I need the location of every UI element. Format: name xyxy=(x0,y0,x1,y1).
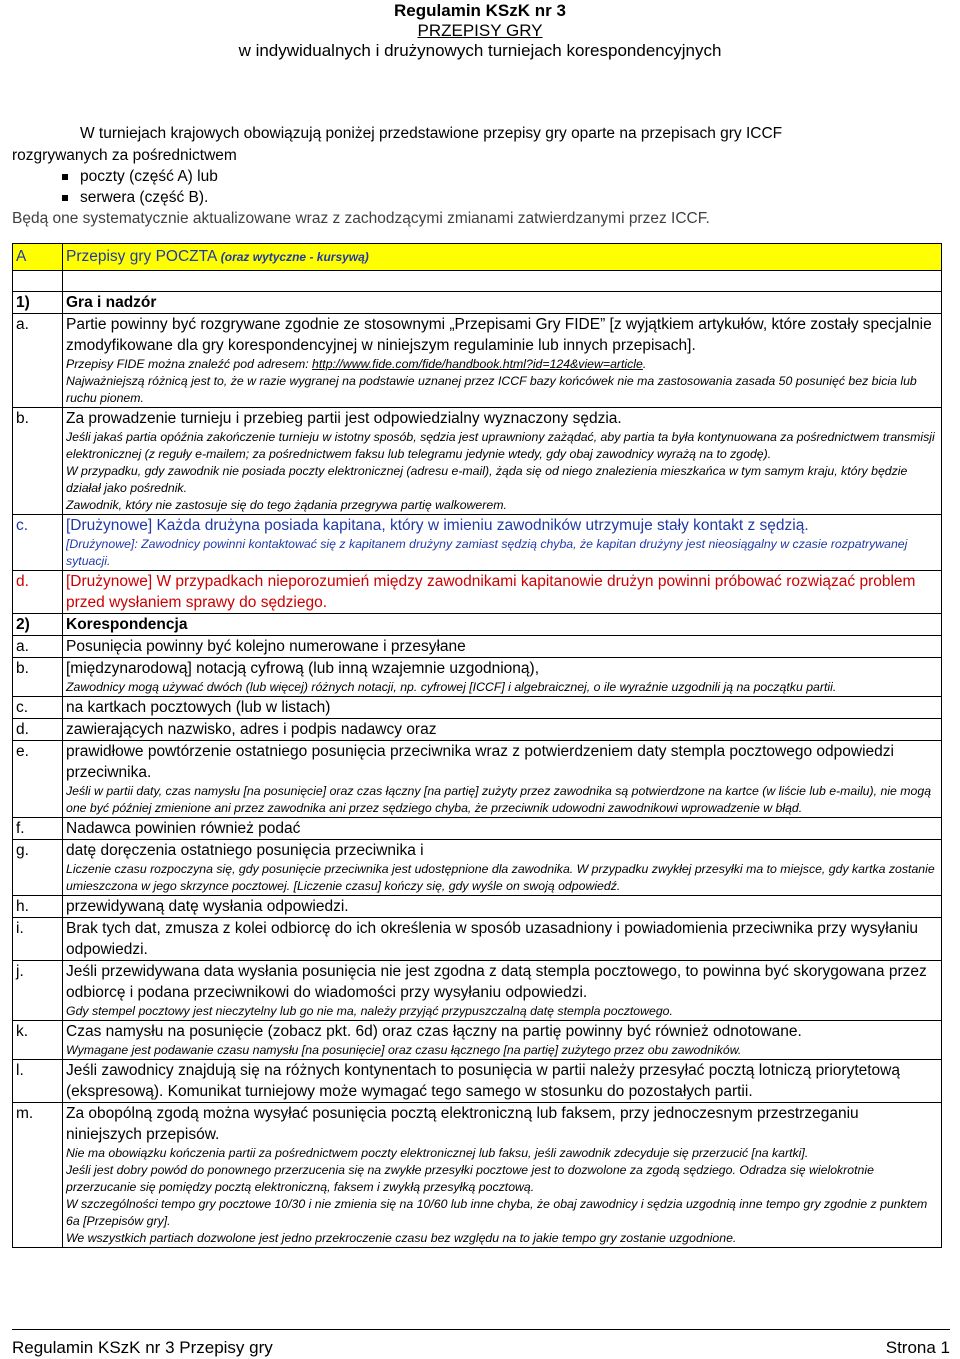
s1-c-note: [Drużynowe]: Zawodnicy powinni kontaktować się z kapitanem drużyny zamiast sędzią chyba, że kapitan drużyny jest nieosiągalny w czasie rozpatrywanej sytuacji. xyxy=(66,537,908,568)
s2-c xyxy=(13,697,942,719)
s2-title: Korespondencja xyxy=(63,614,942,636)
s2-c-text: na kartkach pocztowych (lub w listach) xyxy=(63,697,942,719)
s2-b-content xyxy=(63,658,942,697)
s1-b-note2: W przypadku, gdy zawodnik nie posiada poczty elektronicznej (adresu e-mail), żąda się od niego znalezienia mieszkańca w tym samym kraju, który będzie działał jako pośrednik. xyxy=(66,464,908,495)
s2-m-note4: We wszystkich partiach dozwolone jest jedno przekroczenie czasu bez względu na to jakie tempo gry zostanie uzgodnione. xyxy=(66,1231,737,1245)
intro-line-1: W turniejach krajowych obowiązują poniżej przedstawione przepisy gry oparte na przepisach gry ICCF xyxy=(80,125,783,142)
s2-a-text: Posunięcia powinny być kolejno numerowane i przesyłane xyxy=(63,636,942,658)
s2-i xyxy=(13,918,942,961)
bullet-icon xyxy=(62,195,68,201)
title-line-3: w indywidualnych i drużynowych turniejach korespondencyjnych xyxy=(238,41,722,60)
s2-e-text: prawidłowe powtórzenie ostatniego posunięcia przeciwnika wraz z potwierdzeniem daty stempla pocztowego odpowiedzi przeciwnika. xyxy=(66,743,894,781)
s2-number: 2) xyxy=(13,614,63,636)
footer-left: Regulamin KSzK nr 3 Przepisy gry xyxy=(12,1338,273,1357)
s2-i-label: i. xyxy=(13,918,63,961)
s2-b-note: Zawodnicy mogą używać dwóch (lub więcej) różnych notacji, np. cyfrowej [ICCF] i algebraicznej, o ile wyraźnie uzgodnili ją na początku partii. xyxy=(66,680,837,694)
s2-heading xyxy=(13,614,942,636)
s2-d-text: zawierających nazwisko, adres i podpis nadawcy oraz xyxy=(63,719,942,741)
s2-e xyxy=(13,741,942,818)
s2-h-text: przewidywaną datę wysłania odpowiedzi. xyxy=(63,896,942,918)
s2-j-text: Jeśli przewidywana data wysłania posunięcia nie jest zgodna z datą stempla pocztowego, to powinna być skorygowana przez odbiorcę i podana przeciwnikowi do wiadomości przy wysyłaniu odpowiedzi. xyxy=(66,963,927,1001)
s2-j xyxy=(13,961,942,1021)
s2-k-content xyxy=(63,1021,942,1060)
s2-j-label: j. xyxy=(13,961,63,1021)
s2-l xyxy=(13,1060,942,1103)
s2-h xyxy=(13,896,942,918)
s2-h-label: h. xyxy=(13,896,63,918)
section-subtitle: (oraz wytyczne - kursywą) xyxy=(220,250,369,264)
note-text: Przepisy FIDE można znaleźć pod adresem: xyxy=(66,357,313,371)
s2-k-label: k. xyxy=(13,1021,63,1060)
s1-c-content xyxy=(63,515,942,571)
bullet-text: poczty (część A) lub xyxy=(80,168,218,185)
s2-a-label: a. xyxy=(13,636,63,658)
s2-m-note3: W szczególności tempo gry pocztowe 10/30 i nie zmienia się na 10/60 lub inne chyba, że obaj zawodnicy i sędzia uzgodnią inne tempo gry zgodnie z punktem 6a [Przepisów gry]. xyxy=(66,1197,928,1228)
s2-m-content xyxy=(63,1103,942,1248)
s2-k-text: Czas namysłu na posunięcie (zobacz pkt. 6d) oraz czas łączny na partię powinny być również odnotowane. xyxy=(66,1023,802,1040)
section-title-text: Przepisy gry POCZTA xyxy=(66,248,217,265)
note-end: . xyxy=(642,357,647,371)
title-line-1: Regulamin KSzK nr 3 xyxy=(394,1,566,20)
s1-a-note1 xyxy=(66,356,938,373)
section-label: A xyxy=(13,244,63,271)
s2-d xyxy=(13,719,942,741)
s2-c-label: c. xyxy=(13,697,63,719)
s2-l-label: l. xyxy=(13,1060,63,1103)
s1-a-note2: Najważniejszą różnicą jest to, że w razie wygranej na podstawie uznanej przez ICCF bazy końcówek nie ma zastosowania zasada 50 posunięć bez bicia lub ruchu pionem. xyxy=(66,374,917,405)
s1-d xyxy=(13,571,942,614)
s2-b-text: [międzynarodową] notacją cyfrową (lub inną wzajemnie uzgodnioną), xyxy=(66,660,540,677)
s1-b-note1: Jeśli jakaś partia opóźnia zakończenie turnieju w istotny sposób, sędzia jest uprawniony zażądać, aby partia ta była kontynuowana za pośrednictwem transmisji elektronicznej (z reguły e-mailem; za pośrednictwem faksu lub telegramu jedynie wtedy, gdy obaj zawodnicy wyrażą na to zgodę). xyxy=(66,430,935,461)
section-a-header xyxy=(13,244,942,271)
s1-b-content xyxy=(63,408,942,515)
s2-m-note2: Jeśli jest dobry powód do ponownego przerzucenia się na zwykłe przesyłki pocztowe jest to dozwolone za zgodą sędziego. Odradza się wielokrotnie przerzucanie się pomiędzy pocztą elektroniczną, faksem i zwykłą przesyłką pocztową. xyxy=(66,1163,874,1194)
bullet-text: serwera (część B). xyxy=(80,189,209,206)
intro-line-3: Będą one systematycznie aktualizowane wraz z zachodzącymi zmianami zatwierdzanymi przez ICCF. xyxy=(12,210,710,227)
intro-bullet-1 xyxy=(62,166,218,188)
s1-a-text: Partie powinny być rozgrywane zgodnie ze stosownymi „Przepisami Gry FIDE” [z wyjątkiem artykułów, które zostały specjalnie zmodyfikowane dla gry korespondencyjnej w niniejszym regulaminie lub innych przepisach]. xyxy=(66,316,932,354)
s2-k xyxy=(13,1021,942,1060)
s1-c-text: [Drużynowe] Każda drużyna posiada kapitana, który w imieniu zawodników utrzymuje stały kontakt z sędzią. xyxy=(66,517,809,534)
s2-f xyxy=(13,818,942,840)
s1-title: Gra i nadzór xyxy=(63,292,942,314)
s1-a-label: a. xyxy=(13,314,63,408)
s1-b-label: b. xyxy=(13,408,63,515)
s2-m-label: m. xyxy=(13,1103,63,1248)
footer-page-number: Strona 1 xyxy=(885,1338,950,1357)
s2-m xyxy=(13,1103,942,1248)
s2-g xyxy=(13,840,942,896)
title-line-2: PRZEPISY GRY xyxy=(417,21,543,40)
s2-d-label: d. xyxy=(13,719,63,741)
s2-g-text: datę doręczenia ostatniego posunięcia przeciwnika i xyxy=(66,842,424,859)
intro-bullet-2 xyxy=(62,187,208,209)
s2-g-label: g. xyxy=(13,840,63,896)
bullet-icon xyxy=(62,174,68,180)
intro-line-2: rozgrywanych za pośrednictwem xyxy=(12,147,237,164)
s1-b-note3: Zawodnik, który nie zastosuje się do tego żądania przegrywa partię walkowerem. xyxy=(66,498,507,512)
s2-e-label: e. xyxy=(13,741,63,818)
s2-b xyxy=(13,658,942,697)
s2-k-note: Wymagane jest podawanie czasu namysłu [na posunięcie] oraz czasu łącznego [na partię] zużytego przez obu zawodników. xyxy=(66,1043,742,1057)
document-subtitle-2 xyxy=(0,40,960,63)
s1-a-content xyxy=(63,314,942,408)
footer-rule xyxy=(12,1329,950,1330)
s2-j-note: Gdy stempel pocztowy jest nieczytelny lub go nie ma, należy przyjąć przypuszczalną datę stempla pocztowego. xyxy=(66,1004,673,1018)
s2-a xyxy=(13,636,942,658)
section-title xyxy=(63,244,942,271)
s1-d-text: [Drużynowe] W przypadkach nieporozumień między zawodnikami kapitanowie drużyn powinni próbować rozwiązać problem przed wysłaniem sprawy do sędziego. xyxy=(66,573,916,611)
s2-m-text: Za obopólną zgodą można wysyłać posunięcia pocztą elektroniczną lub faksem, przy jednoczesnym przestrzeganiu niniejszych przepisów. xyxy=(66,1105,859,1143)
s2-j-content xyxy=(63,961,942,1021)
fide-link[interactable]: http://www.fide.com/fide/handbook.html?id=124&view=article xyxy=(312,357,643,371)
s2-f-text: Nadawca powinien również podać xyxy=(63,818,942,840)
s2-b-label: b. xyxy=(13,658,63,697)
s1-heading xyxy=(13,292,942,314)
s2-g-content xyxy=(63,840,942,896)
s1-a xyxy=(13,314,942,408)
s2-g-note: Liczenie czasu rozpoczyna się, gdy posunięcie przeciwnika jest udostępnione dla zawodnika. W przypadku zwykłej przesyłki ma to miejsce, gdy kartka zostanie umieszczona w jego skrzynce pocztowej. [Liczenie czasu] kończy się, gdy wyśle on swoją odpowiedź. xyxy=(66,862,935,893)
s1-c xyxy=(13,515,942,571)
s2-e-content xyxy=(63,741,942,818)
s1-number: 1) xyxy=(13,292,63,314)
s1-d-label: d. xyxy=(13,571,63,614)
s2-e-note: Jeśli w partii daty, czas namysłu [na posunięcie] oraz czas łączny [na partię] zużyty przez zawodnika są potwierdzone na kartce (w liście lub e-mailu), nie mogą one być później zmienione ani przez zawodnika ani przez sędziego chyba, że przeciwnik udowodni zawodnikowi wprowadzenie w błąd. xyxy=(66,784,932,815)
s2-i-text: Brak tych dat, zmusza z kolei odbiorcę do ich określenia w sposób uzasadniony i powiadomienia przeciwnika przy wysyłaniu odpowiedzi. xyxy=(63,918,942,961)
s2-f-label: f. xyxy=(13,818,63,840)
s2-l-text: Jeśli zawodnicy znajdują się na różnych kontynentach to posunięcia w partii należy przesyłać pocztą lotniczą priorytetową (ekspresową). Komunikat turniejowy może wymagać tego samego w stosunku do pozostałych partii. xyxy=(63,1060,942,1103)
s1-d-content xyxy=(63,571,942,614)
s1-b xyxy=(13,408,942,515)
rules-table xyxy=(12,243,942,1248)
s1-b-text: Za prowadzenie turnieju i przebieg partii jest odpowiedzialny wyznaczony sędzia. xyxy=(66,410,622,427)
s1-c-label: c. xyxy=(13,515,63,571)
s2-m-note1: Nie ma obowiązku kończenia partii za pośrednictwem poczty elektronicznej lub faksu, jeśli zawodnik zdecyduje się przerzucić [na kartki]. xyxy=(66,1146,809,1160)
spacer-row xyxy=(13,271,942,292)
